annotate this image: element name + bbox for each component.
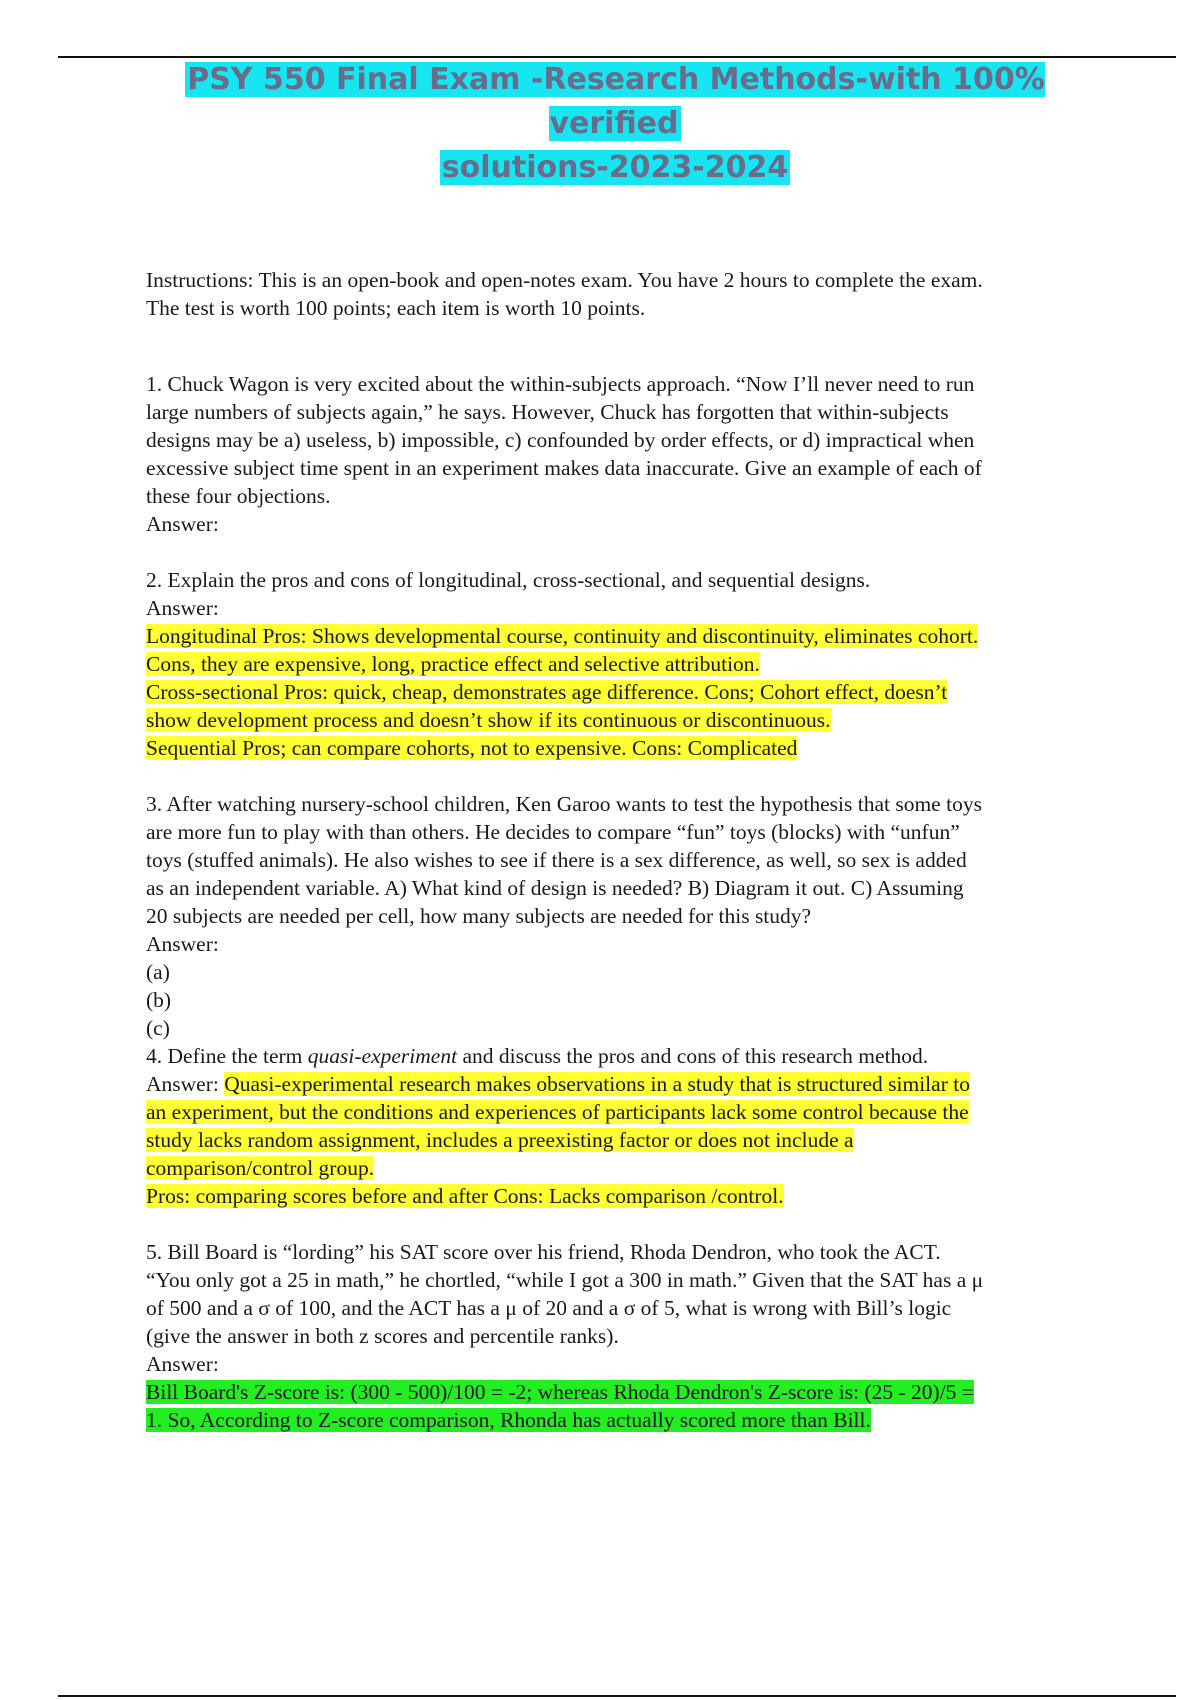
answer-text-line: study lacks random assignment, includes a preexisting factor or does not include a — [146, 1128, 854, 1152]
answer-text-line: Bill Board's Z-score is: (300 - 500)/100 = -2; whereas Rhoda Dendron's Z-score is: (25 - 20)/5 = — [146, 1380, 974, 1404]
question-2 — [146, 566, 1096, 762]
question-text-line: 20 subjects are needed per cell, how many subjects are needed for this study? — [146, 904, 812, 928]
question-text-line: of 500 and a σ of 100, and the ACT has a μ of 20 and a σ of 5, what is wrong with Bill’s logic — [146, 1296, 952, 1320]
answer-part: (b) — [146, 988, 172, 1012]
answer-part: (a) — [146, 960, 170, 984]
answer-label: Answer: — [146, 1072, 225, 1096]
exam-body — [146, 266, 1096, 1434]
answer-text-line: Pros: comparing scores before and after Cons: Lacks comparison /control. — [146, 1184, 784, 1208]
instructions — [146, 266, 1096, 322]
answer-text-line: Sequential Pros; can compare cohorts, not to expensive. Cons: Complicated — [146, 736, 798, 760]
term-quasi-experiment: quasi-experiment — [307, 1044, 458, 1068]
answer-text-line: Longitudinal Pros: Shows developmental course, continuity and discontinuity, eliminates cohort. — [146, 624, 979, 648]
question-text-line: these four objections. — [146, 484, 331, 508]
question-text-line — [146, 1042, 1096, 1070]
answer-label: Answer: — [146, 1352, 219, 1376]
question-4 — [146, 1042, 1096, 1210]
answer-text-line: show development process and doesn’t show if its continuous or discontinuous. — [146, 708, 831, 732]
document-title — [140, 58, 1090, 190]
title-line-1: PSY 550 Final Exam -Research Methods-with 100% verified — [187, 62, 1045, 141]
question-text-line: are more fun to play with than others. He decides to compare “fun” toys (blocks) with “unfun” — [146, 820, 960, 844]
question-text-line: “You only got a 25 in math,” he chortled, “while I got a 300 in math.” Given that the SAT has a μ — [146, 1268, 984, 1292]
answer-text-line: Quasi-experimental research makes observations in a study that is structured similar to — [224, 1072, 970, 1096]
answer-text-line: Cross-sectional Pros: quick, cheap, demonstrates age difference. Cons; Cohort effect, doesn’t — [146, 680, 948, 704]
question-text-line: 1. Chuck Wagon is very excited about the within-subjects approach. “Now I’ll never need to run — [146, 372, 975, 396]
answer-text-line: an experiment, but the conditions and experiences of participants lack some control because the — [146, 1100, 969, 1124]
question-text-line: excessive subject time spent in an experiment makes data inaccurate. Give an example of each of — [146, 456, 982, 480]
question-text-line: 3. After watching nursery-school children, Ken Garoo wants to test the hypothesis that some toys — [146, 792, 982, 816]
question-text-line: toys (stuffed animals). He also wishes to see if there is a sex difference, as well, so sex is added — [146, 848, 967, 872]
question-text-line: 2. Explain the pros and cons of longitudinal, cross-sectional, and sequential designs. — [146, 568, 871, 592]
answer-text-line: comparison/control group. — [146, 1156, 375, 1180]
question-text-line: (give the answer in both z scores and percentile ranks). — [146, 1324, 619, 1348]
answer-label: Answer: — [146, 512, 219, 536]
instructions-line: Instructions: This is an open-book and open-notes exam. You have 2 hours to complete the exam. — [146, 268, 983, 292]
answer-label: Answer: — [146, 596, 219, 620]
bottom-rule — [58, 1695, 1176, 1697]
answer-text-line: 1. So, According to Z-score comparison, Rhonda has actually scored more than Bill. — [146, 1408, 871, 1432]
question-text-line: 5. Bill Board is “lording” his SAT score over his friend, Rhoda Dendron, who took the ACT. — [146, 1240, 941, 1264]
question-3 — [146, 790, 1096, 1042]
question-prefix: 4. Define the term — [146, 1044, 308, 1068]
question-5 — [146, 1238, 1096, 1434]
instructions-line: The test is worth 100 points; each item is worth 10 points. — [146, 296, 646, 320]
answer-label: Answer: — [146, 932, 219, 956]
question-text-line: designs may be a) useless, b) impossible, c) confounded by order effects, or d) impractical when — [146, 428, 975, 452]
answer-text-line: Cons, they are expensive, long, practice effect and selective attribution. — [146, 652, 760, 676]
question-text-line: as an independent variable. A) What kind of design is needed? B) Diagram it out. C) Assuming — [146, 876, 964, 900]
answer-part: (c) — [146, 1016, 170, 1040]
question-1 — [146, 370, 1096, 538]
question-text-line: large numbers of subjects again,” he says. However, Chuck has forgotten that within-subjects — [146, 400, 949, 424]
question-suffix: and discuss the pros and cons of this research method. — [457, 1044, 929, 1068]
title-line-2: solutions-2023-2024 — [441, 150, 789, 185]
